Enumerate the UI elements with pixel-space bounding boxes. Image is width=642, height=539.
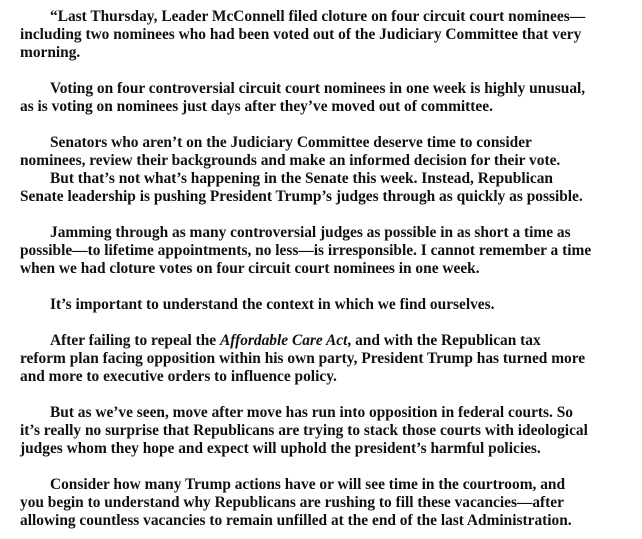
paragraph-5-line-2: possible—to lifetime appointments, no less—is irresponsible. I cannot remember a time [20, 242, 592, 259]
paragraph-7 [20, 332, 628, 386]
paragraph-5-line-1: Jamming through as many controversial judges as possible in as short a time as [50, 224, 571, 241]
paragraph-1-line-2: including two nominees who had been voted out of the Judiciary Committee that very [20, 26, 582, 43]
paragraph-1 [20, 8, 628, 62]
paragraph-1-line-1: “Last Thursday, Leader McConnell filed cloture on four circuit court nominees— [50, 8, 586, 25]
paragraph-9 [20, 476, 628, 530]
paragraph-2 [20, 80, 628, 116]
paragraph-8-line-1: But as we’ve seen, move after move has run into opposition in federal courts. So [50, 404, 573, 421]
affordable-care-act-title: Affordable Care Act [219, 332, 348, 349]
paragraph-3-line-1: Senators who aren’t on the Judiciary Committee deserve time to consider [50, 134, 532, 151]
paragraph-8-line-2: it’s really no surprise that Republicans are trying to stack those courts with ideological [20, 422, 588, 439]
paragraph-7-line-2: reform plan facing opposition within his own party, President Trump has turned more [20, 350, 586, 367]
paragraph-7-line-3: and more to executive orders to influence policy. [20, 368, 337, 385]
paragraph-2-line-2: as is voting on nominees just days after they’ve moved out of committee. [20, 98, 493, 115]
paragraph-3 [20, 134, 628, 170]
paragraph-5 [20, 224, 628, 278]
paragraph-7-line-1 [20, 332, 628, 350]
paragraph-2-line-1: Voting on four controversial circuit court nominees in one week is highly unusual, [50, 80, 586, 97]
paragraph-4-line-1: But that’s not what’s happening in the Senate this week. Instead, Republican [50, 170, 553, 187]
paragraph-7-text-after: , and with the Republican tax [347, 332, 541, 349]
paragraph-6 [20, 296, 628, 314]
paragraph-9-line-1: Consider how many Trump actions have or will see time in the courtroom, and [50, 476, 566, 493]
paragraph-4 [20, 170, 628, 206]
paragraph-9-line-3: allowing countless vacancies to remain unfilled at the end of the last Administration. [20, 512, 572, 529]
paragraph-6-line-1: It’s important to understand the context in which we find ourselves. [50, 296, 495, 313]
paragraph-4-line-2: Senate leadership is pushing President Trump’s judges through as quickly as possible. [20, 188, 583, 205]
paragraph-8 [20, 404, 628, 458]
paragraph-7-text-before: After failing to repeal the [50, 332, 220, 349]
paragraph-5-line-3: when we had cloture votes on four circuit court nominees in one week. [20, 260, 480, 277]
paragraph-8-line-3: judges whom they hope and expect will uphold the president’s harmful policies. [20, 440, 541, 457]
paragraph-1-line-3: morning. [20, 44, 81, 61]
paragraph-9-line-2: you begin to understand why Republicans are rushing to fill these vacancies—after [20, 494, 564, 511]
paragraph-3-line-2: nominees, review their backgrounds and make an informed decision for their vote. [20, 152, 561, 169]
